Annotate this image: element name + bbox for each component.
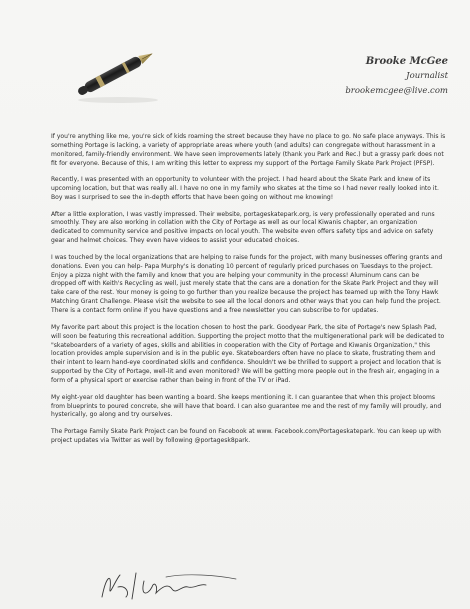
paragraph: If you're anything like me, you're sick of kids roaming the street because they have no place to go. No safe place anyways. This is something Portage is lacking, a variety of appropriate areas where youth (and adults) can congregate without harassment in a monitored, family-friendly environment. We have seen improvements lately (thank you Park and Rec.) but a grassy park does not fit for everyone. Because of this, I am writing this letter to express my support of the Portage Family Skate Park Project (PFSP).	[51, 133, 446, 167]
paragraph: I was touched by the local organizations that are helping to raise funds for the project, with many businesses offering grants and donations. Even you can help- Papa Murphy's is donating 10 percent of regularly priced purchases on Tuesdays to the project. Enjoy a pizza night with the family and know that you are helping your community in the process! Aluminum cans can be dropped off with Keith's Recycling as well, just merely state that the cans are a donation for the Skate Park Project and they will take care of the rest. Your money is going to go further than you realize because the project has teamed up with the Tony Hawk Matching Grant Challenge. Please visit the website to see all the local donors and other ways that you can help fund the project. There is a contact form online if you have questions and a free newsletter you can subscribe to for updates.	[51, 253, 443, 315]
letterhead	[345, 54, 448, 99]
paragraph: The Portage Family Skate Park Project can be found on Facebook at www. Facebook.com/Portageskatepark. You can keep up with project updates via Twitter as well by following @portagesk8park.	[51, 427, 442, 444]
paragraph: My eight-year old daughter has been wanting a board. She keeps mentioning it. I can guarantee that when this project blooms from blueprints to poured concrete, she will have that board. I can also guarantee me and the rest of my family will proudly, and hysterically, go along and try ourselves.	[51, 393, 442, 419]
fountain-pen-icon	[60, 34, 170, 112]
author-title: Journalist	[406, 71, 448, 81]
paragraph: After a little exploration, I was vastly impressed. Their website, portageskatepark.org, is very professionally operated and runs smoothly. They are also working in collation with the City of Portage as well as our local Kiwanis chapter, an organization dedicated to community service and positive impacts on local youth. The website even offers safety tips and advice on safety gear and helmet choices. They even have videos to assist your educated choices.	[51, 210, 435, 245]
paragraph: My favorite part about this project is the location chosen to host the park. Goodyear Park, the site of Portage's new Splash Pad, will soon be featuring this recreational addition. Supporting the project motto that the multigenerational park will be dedicated to "skateboarders of a variety of ages, skills and abilities in cooperation with the City of Portage and Kiwanis Organization," this location provides ample supervision and is in the public eye. Skateboarders often have no place to skate, frustrating them and their intent to learn hand-eye coordinated skills and confidence. Shouldn't we be thrilled to support a project and location that is supported by the City of Portage, well-lit and even monitored? We will be getting more people out in the fresh air, engaging in a form of a physical sport or exercise rather than being in front of the TV or iPad.	[51, 323, 445, 385]
paragraph: Recently, I was presented with an opportunity to volunteer with the project. I had heard about the Skate Park and knew of its upcoming location, but that was really all. I have no one in my family who skates at the time so I had never really looked into it. Boy was I surprised to see the in-depth efforts that have been going on without me knowing!	[51, 176, 439, 202]
author-email: brookemcgee@live.com	[345, 86, 448, 96]
letter-body	[51, 133, 446, 453]
author-name: Brooke McGee	[365, 56, 448, 67]
handwritten-signature	[96, 567, 246, 603]
